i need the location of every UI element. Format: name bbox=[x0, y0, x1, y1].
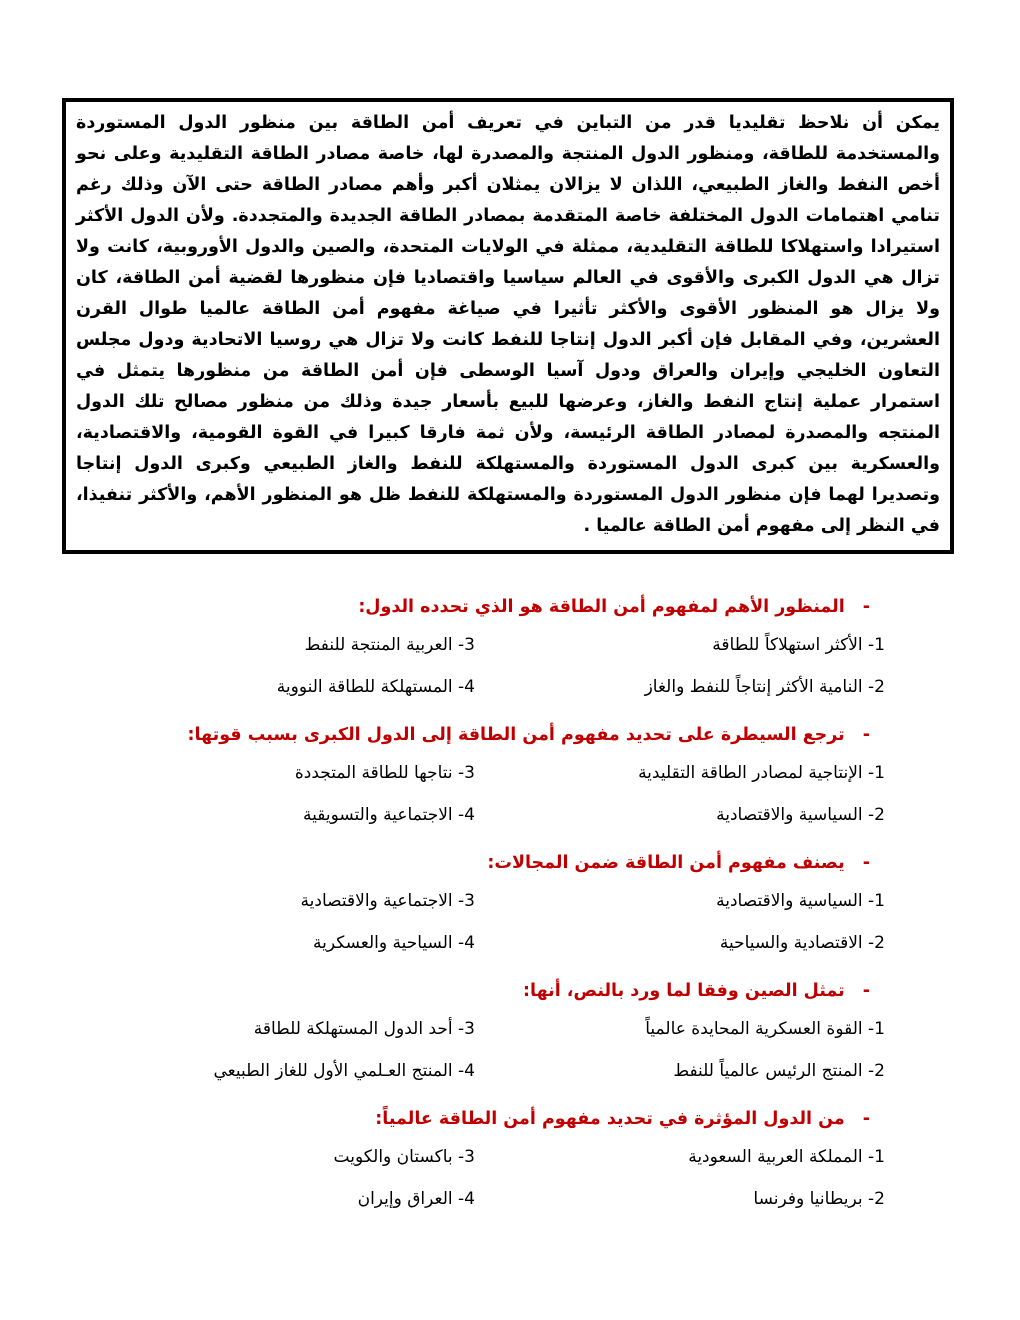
option-4: 4- العراق وإيران bbox=[357, 1189, 475, 1209]
dash-bullet: - bbox=[862, 725, 870, 745]
option-2: 2- المنتج الرئيس عالمياً للنفط bbox=[673, 1061, 885, 1081]
option-4: 4- المنتج العـلمي الأول للغاز الطبيعي bbox=[213, 1061, 475, 1081]
question-block-2 bbox=[0, 722, 1020, 828]
option-1: 1- الإنتاجية لمصادر الطاقة التقليدية bbox=[638, 763, 885, 783]
option-4: 4- السياحية والعسكرية bbox=[313, 933, 475, 953]
question-title: المنظور الأهم لمفهوم أمن الطاقة هو الذي تحدده الدول: bbox=[358, 597, 845, 617]
options-grid bbox=[0, 1144, 1020, 1212]
option-2: 2- السياسية والاقتصادية bbox=[716, 805, 885, 825]
question-title: من الدول المؤثرة في تحديد مفهوم أمن الطاقة عالمياً: bbox=[375, 1109, 845, 1129]
dash-bullet: - bbox=[862, 1109, 870, 1129]
question-block-1 bbox=[0, 594, 1020, 700]
option-4: 4- الاجتماعية والتسويقية bbox=[303, 805, 475, 825]
option-2: 2- الاقتصادية والسياحية bbox=[719, 933, 885, 953]
option-1: 1- المملكة العربية السعودية bbox=[688, 1147, 885, 1167]
question-header bbox=[0, 594, 1020, 620]
option-3: 3- باكستان والكويت bbox=[333, 1147, 475, 1167]
option-4: 4- المستهلكة للطاقة النووية bbox=[276, 677, 475, 697]
option-2: 2- النامية الأكثر إنتاجاً للنفط والغاز bbox=[644, 677, 885, 697]
passage-text: يمكن أن نلاحظ تقليديا قدر من التباين في تعريف أمن الطاقة بين منظور الدول المستوردة والمستخدمة للطاقة، ومنظور الدول المنتجة والمصدرة لها، خاصة مصادر الطاقة التقليدية وعلى نحو أخص النفط والغاز الطبيعي، اللذان لا يزالان يمثلان أكبر وأهم مصادر الطاقة حتى الآن وذلك رغم تنامي اهتمامات الدول المختلفة خاصة المتقدمة بمصادر الطاقة الجديدة والمتجددة. ولأن الدول الأكثر استيرادا واستهلاكا للطاقة التقليدية، ممثلة في الولايات المتحدة، والصين والدول الأوروبية، كانت ولا تزال هي الدول الكبرى والأقوى في العالم سياسيا واقتصاديا فإن منظورها لقضية أمن الطاقة، كان ولا يزال هو المنظور الأقوى والأكثر تأثيرا في صياغة مفهوم أمن الطاقة عالميا طوال القرن العشرين، وفي المقابل فإن أكبر الدول إنتاجا للنفط كانت ولا تزال هي روسيا الاتحادية ودول مجلس التعاون الخليجي وإيران والعراق ودول آسيا الوسطى فإن أمن الطاقة من منظورها يتمثل في استمرار عملية إنتاج النفط والغاز، وعرضها للبيع بأسعار جيدة وذلك من منظور مصالح تلك الدول المنتجه والمصدرة لمصادر الطاقة الرئيسة، ولأن ثمة فارقا كبيرا في القوة القومية، والاقتصادية، والعسكرية بين كبرى الدول المستوردة والمستهلكة للنفط والغاز الطبيعي وكبرى الدول إنتاجا وتصديرا لهما فإن منظور الدول المستوردة والمستهلكة للنفط ظل هو المنظور الأهم، والأكثر تنفيذا، في النظر إلى مفهوم أمن الطاقة عالميا . bbox=[76, 113, 940, 536]
option-1: 1- الأكثر استهلاكاً للطاقة bbox=[712, 635, 885, 655]
option-1: 1- القوة العسكرية المحايدة عالمياً bbox=[645, 1019, 885, 1039]
options-grid bbox=[0, 1016, 1020, 1084]
question-header bbox=[0, 850, 1020, 876]
question-header bbox=[0, 722, 1020, 748]
option-3: 3- العربية المنتجة للنفط bbox=[304, 635, 475, 655]
option-3: 3- نتاجها للطاقة المتجددة bbox=[294, 763, 475, 783]
dash-bullet: - bbox=[862, 981, 870, 1001]
dash-bullet: - bbox=[862, 853, 870, 873]
options-grid bbox=[0, 632, 1020, 700]
question-block-4 bbox=[0, 978, 1020, 1084]
option-1: 1- السياسية والاقتصادية bbox=[716, 891, 885, 911]
option-2: 2- بريطانيا وفرنسا bbox=[753, 1189, 885, 1209]
question-header bbox=[0, 978, 1020, 1004]
question-title: ترجع السيطرة على تحديد مفهوم أمن الطاقة إلى الدول الكبرى بسبب قوتها: bbox=[187, 725, 845, 745]
options-grid bbox=[0, 760, 1020, 828]
question-block-5 bbox=[0, 1106, 1020, 1212]
option-3: 3- أحد الدول المستهلكة للطاقة bbox=[253, 1019, 475, 1039]
questions-section bbox=[0, 594, 1020, 1212]
options-grid bbox=[0, 888, 1020, 956]
question-title: تمثل الصين وفقا لما ورد بالنص، أنها: bbox=[523, 981, 845, 1001]
passage-box bbox=[62, 98, 954, 554]
dash-bullet: - bbox=[862, 597, 870, 617]
question-title: يصنف مفهوم أمن الطاقة ضمن المجالات: bbox=[487, 853, 845, 873]
question-header bbox=[0, 1106, 1020, 1132]
question-block-3 bbox=[0, 850, 1020, 956]
option-3: 3- الاجتماعية والاقتصادية bbox=[300, 891, 475, 911]
